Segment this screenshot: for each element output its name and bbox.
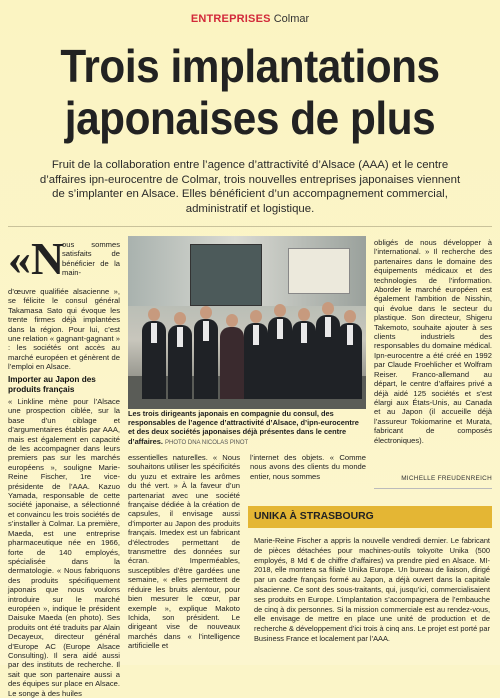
group-photo (128, 236, 366, 409)
dropcap: «N (8, 233, 65, 284)
headline-line-2: japonaises de plus (64, 92, 436, 144)
box-body: Marie-Reine Fischer a appris la nouvelle vendredi dernier. Le fabricant de pièces détachées pour machines-outils tokyoïte Unika (500 employés, 8 Md € de chiffre d’affaires) va prendre pied en Alsace. MI-2018, elle montera sa filiale Unika Europe. Un bureau de liaison, dirigé par un cadre français formé au Japon, a déjà ouvert dans la capitale alsacienne. Ce sont des sous-traitants, qui, jusqu’ici, commercialisaient ses produits en Europe. L’implantation s’accompagnera de l’embauche de cinq à dix personnes. Si la mission commerciale est au rendez-vous, elle envisage de mettre en place une unité de production et de recherche & développement d’ici trois à cinq ans. Le projet est porté par Business France et localement par l’AAA. (254, 536, 490, 643)
article-column-middle-1: essentielles naturelles. « Nous souhaitons utiliser les spécificités du yuzu et extraire les arômes du thé vert. » À la faveur d’un partenariat avec une société française dédiée à la création de capsules, il envisage aussi d’importer au Japon des produits français. Imedex est un fabricant d’électrodes permettant de transmettre des données sur écran. Imperméables, susceptibles d’être gardées une semaine, « elles permettent de réduire les bruits alentour, pour bien mesurer le cœur, par exemple », explique Makoto Ichida, son président. Le dirigeant vise de nouveaux marchés dans « l’intelligence artificielle et (128, 453, 240, 651)
person-figure (268, 317, 292, 399)
photo-caption-text: Les trois dirigeants japonais en compagnie du consul, des responsables de l’agence d’attractivité d’Alsace, d’ipn-eurocentre et des deux sociétés japonaises déjà présentes dans le centre d’affaires. (128, 409, 359, 446)
photo-window (190, 244, 262, 306)
person-figure (194, 319, 218, 399)
section-label: ENTREPRISES (190, 13, 271, 25)
person-figure (316, 315, 340, 399)
article-intro-body: d’œuvre qualifiée alsacienne », se félicite le consul général Takamasa Sato qui évoque les trente firmes déjà implantées dans la région. Pour lui, c’est une relation « gagnant-gagnant » : les sociétés ont accès au marché européen et génèrent de l’emploi en Alsace. (8, 287, 120, 372)
article-column-middle-2: l’internet des objets. « Comme nous avons des clients du monde entier, nous sommes (250, 453, 366, 481)
photo-frame (288, 248, 350, 294)
box-title: UNIKA À STRASBOURG (248, 506, 492, 528)
divider (374, 488, 492, 489)
person-figure (220, 327, 244, 399)
subhead: Importer au Japon des produits français (8, 375, 96, 394)
place-label: Colmar (273, 13, 310, 25)
headline-line-1: Trois implantations (60, 40, 440, 92)
article-paragraph-2: « Linkline mène pour l’Alsace une prospection ciblée, sur la base d’un ciblage et d’argumentaires établis par AAA, mais est également en capacité de les accompagner dans leurs premiers pas sur les marchés européens », souligne Marie-Reine Fischer, 1re vice-présidente de l’AAA. Kazuo Yamada, responsable de cette société japonaise, a sélectionné et convaincu les trois sociétés de s’installer à Colmar. La première, Maeda, est une entreprise pharmaceutique née en 1966, forte de 140 employés, spécialisée dans la dermatologie. « Nous fabriquons des produits spécifiquement japonais que nous voulons introduire sur le marché européen », indique le président Daisuke Maeda (en photo). Ses produits ont été traduits par Alain Decayeux, directeur général d’Europe AC (Europe Alsace Consulting). Il sera aidé aussi par des instituts de recherche. Il sait que son partenaire aussi a des équipes sur place en Alsace. Le songe à des huiles (8, 397, 120, 698)
person-figure (168, 325, 192, 399)
person-figure (244, 323, 268, 399)
person-figure (338, 323, 362, 399)
author-signature: MICHELLE FREUDENREICH (401, 475, 492, 482)
divider (8, 226, 492, 227)
standfirst: Fruit de la collaboration entre l’agence d’attractivité d’Alsace (AAA) et le centre d’affaires ipn-eurocentre de Colmar, trois nouvelles entreprises japonaises viennent de s’implanter en Alsace. Elles bénéficient d’un accompagnement commercial, administratif et logistique. (39, 159, 461, 215)
article-intro-head: ous sommes satisfaits de bénéficier de la main- (62, 240, 120, 278)
photo-caption (128, 409, 366, 448)
kicker (0, 13, 500, 25)
photo-credit: PHOTO DNA NICOLAS PINOT (164, 439, 249, 446)
headline (0, 40, 500, 144)
person-figure (292, 321, 316, 399)
person-figure (142, 321, 166, 399)
article-column-right: obligés de nous développer à l’international. » Il recherche des partenaires dans le domaine des équipements médicaux et des technologies de l’information. Aborder le marché européen est également l’ambition de Nisshin, qui évolue dans le secteur du plastique. Son directeur, Shigeru Takemoto, souhaite ajouter à ses clients industriels des responsables du domaine médical. Ipn-eurocentre a été créé en 1992 par Claude Froehlicher et Wolfram Reiser. Franco-allemand au départ, le centre d’affaires privé a déjà aidé 125 sociétés et s’est élargi aux États-Unis, au Canada et au Japon (il accueille déjà l’assureur Tokiomarine et Murata, fabricant de composés électroniques). (374, 238, 492, 445)
